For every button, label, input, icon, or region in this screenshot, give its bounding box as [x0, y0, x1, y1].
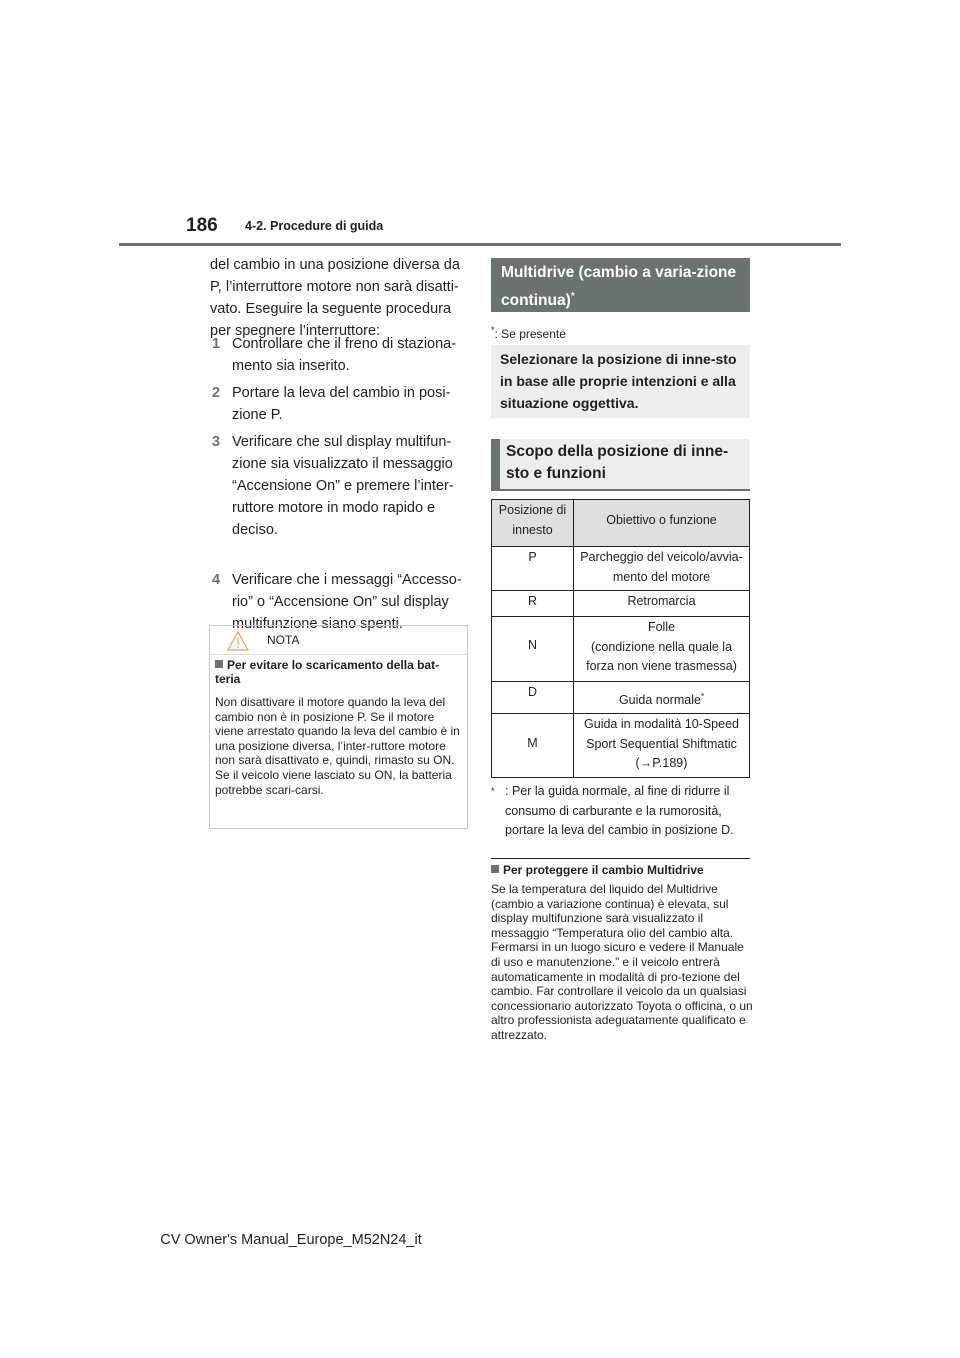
step-number: 3	[212, 434, 221, 450]
table-header-function: Obiettivo o funzione	[606, 513, 717, 527]
nota-body: Non disattivare il motore quando la leva del cambio non è in posizione P. Se il motore viene arrestato quando la leva del cambio è in una posizione diversa, l’inter-ruttore motore non sarà disattivato e, quindi, rimasto su ON. Se il veicolo viene lasciato su ON, la batteria potrebbe scari-carsi.	[215, 695, 460, 797]
function-asterisk: *	[700, 692, 705, 701]
table-header-position: Posizione di innesto	[492, 500, 574, 546]
table-row	[491, 682, 750, 714]
table-row	[491, 591, 750, 617]
footnote-text: : Per la guida normale, al fine di ridurre il consumo di carburante e la rumorosità, portare la leva del cambio in posizione D.	[505, 784, 734, 837]
presence-note-text: : Se presente	[494, 327, 566, 341]
protect-section-rule	[491, 858, 750, 859]
table-row	[491, 714, 750, 778]
nota-header	[210, 626, 467, 654]
gear-position-table	[491, 499, 750, 778]
nota-subheading	[215, 658, 463, 686]
gear-function-cell: Retromarcia	[627, 594, 696, 608]
gear-position-cell: R	[492, 591, 574, 616]
presence-asterisk: *	[491, 325, 495, 335]
intro-paragraph: del cambio in una posizione diversa da P, l’interruttore motore non sarà disatti-vato. Eseguire la seguente procedura per spegnere l’interruttore:	[210, 257, 460, 339]
footnote-mark	[491, 782, 495, 806]
scope-heading: Scopo della posizione di inne-sto e funzioni	[491, 439, 750, 490]
protect-body: Se la temperatura del liquido del Multidrive (cambio a variazione continua) è elevata, sul display multifunzione sarà visualizzato il messaggio “Temperatura olio del cambio alta. Fermarsi in un luogo sicuro e vedere il Manuale di uso e manutenzione.” e il veicolo entrerà automaticamente in modalità di pro-tezione del cambio. Far controllare il veicolo da un qualsiasi concessionario autorizzato Toyota o officina, o un altro professionista adeguatamente qualificato e attrezzato.	[491, 882, 753, 1042]
banner-title: Multidrive (cambio a varia-zione continua)	[501, 264, 737, 310]
step-number: 1	[212, 336, 221, 352]
nota-title: NOTA	[267, 633, 300, 647]
instruction-box: Selezionare la posizione di inne-sto in base alle proprie intenzioni e alla situazione oggettiva.	[491, 345, 750, 418]
gear-function-cell: Parcheggio del veicolo/avvia- mento del motore	[580, 550, 743, 584]
step-text: Verificare che sul display multifun-zione sia visualizzato il messaggio “Accensione On” e premere l’inter-ruttore motore in modo rapido e deciso.	[232, 434, 454, 538]
step-1	[210, 333, 468, 377]
step-text: Portare la leva del cambio in posi-zione P.	[232, 385, 451, 423]
square-bullet-icon	[491, 865, 499, 873]
footnote-asterisk: *	[491, 786, 495, 796]
presence-note	[491, 325, 566, 341]
step-number: 2	[212, 385, 221, 401]
step-3	[210, 431, 468, 541]
footer	[0, 1232, 960, 1248]
step-2	[210, 382, 468, 426]
gear-function-cell: Folle (condizione nella quale la forza non viene trasmessa)	[586, 620, 737, 673]
gear-position-cell: P	[492, 547, 574, 590]
step-text: Controllare che il freno di staziona-mento sia inserito.	[232, 336, 457, 374]
footer-text: CV Owner's Manual_Europe_M52N24_it	[160, 1232, 422, 1248]
multidrive-banner	[491, 258, 750, 312]
gear-function-cell	[574, 682, 749, 713]
step-number: 4	[212, 572, 221, 588]
table-row	[491, 547, 750, 591]
protect-heading-text: Per proteggere il cambio Multidrive	[503, 863, 704, 877]
header-divider	[119, 243, 841, 246]
table-row	[491, 617, 750, 682]
square-bullet-icon	[215, 660, 223, 668]
section-title: 4-2. Procedure di guida	[245, 219, 384, 233]
scope-heading-rule	[491, 489, 750, 491]
nota-subheading-text: Per evitare lo scaricamento della bat-teria	[215, 658, 440, 686]
step-text: Verificare che i messaggi “Accesso-rio” o “Accensione On” sul display multifunzione siano spenti.	[232, 572, 462, 632]
gear-position-cell: D	[492, 682, 574, 713]
banner-asterisk: *	[570, 291, 575, 302]
table-header-row	[491, 499, 750, 547]
gear-position-cell: M	[492, 714, 574, 777]
protect-heading	[491, 863, 704, 877]
gear-function-cell: Guida in modalità 10-Speed Sport Sequential Shiftmatic (→P.189)	[584, 717, 739, 770]
nota-box	[209, 625, 468, 829]
warning-triangle-icon	[227, 631, 249, 651]
gear-position-cell: N	[492, 617, 574, 681]
page-number: 186	[186, 215, 218, 236]
nota-divider	[210, 654, 467, 655]
table-footnote	[491, 782, 751, 841]
gear-function-text: Guida normale	[618, 693, 701, 708]
